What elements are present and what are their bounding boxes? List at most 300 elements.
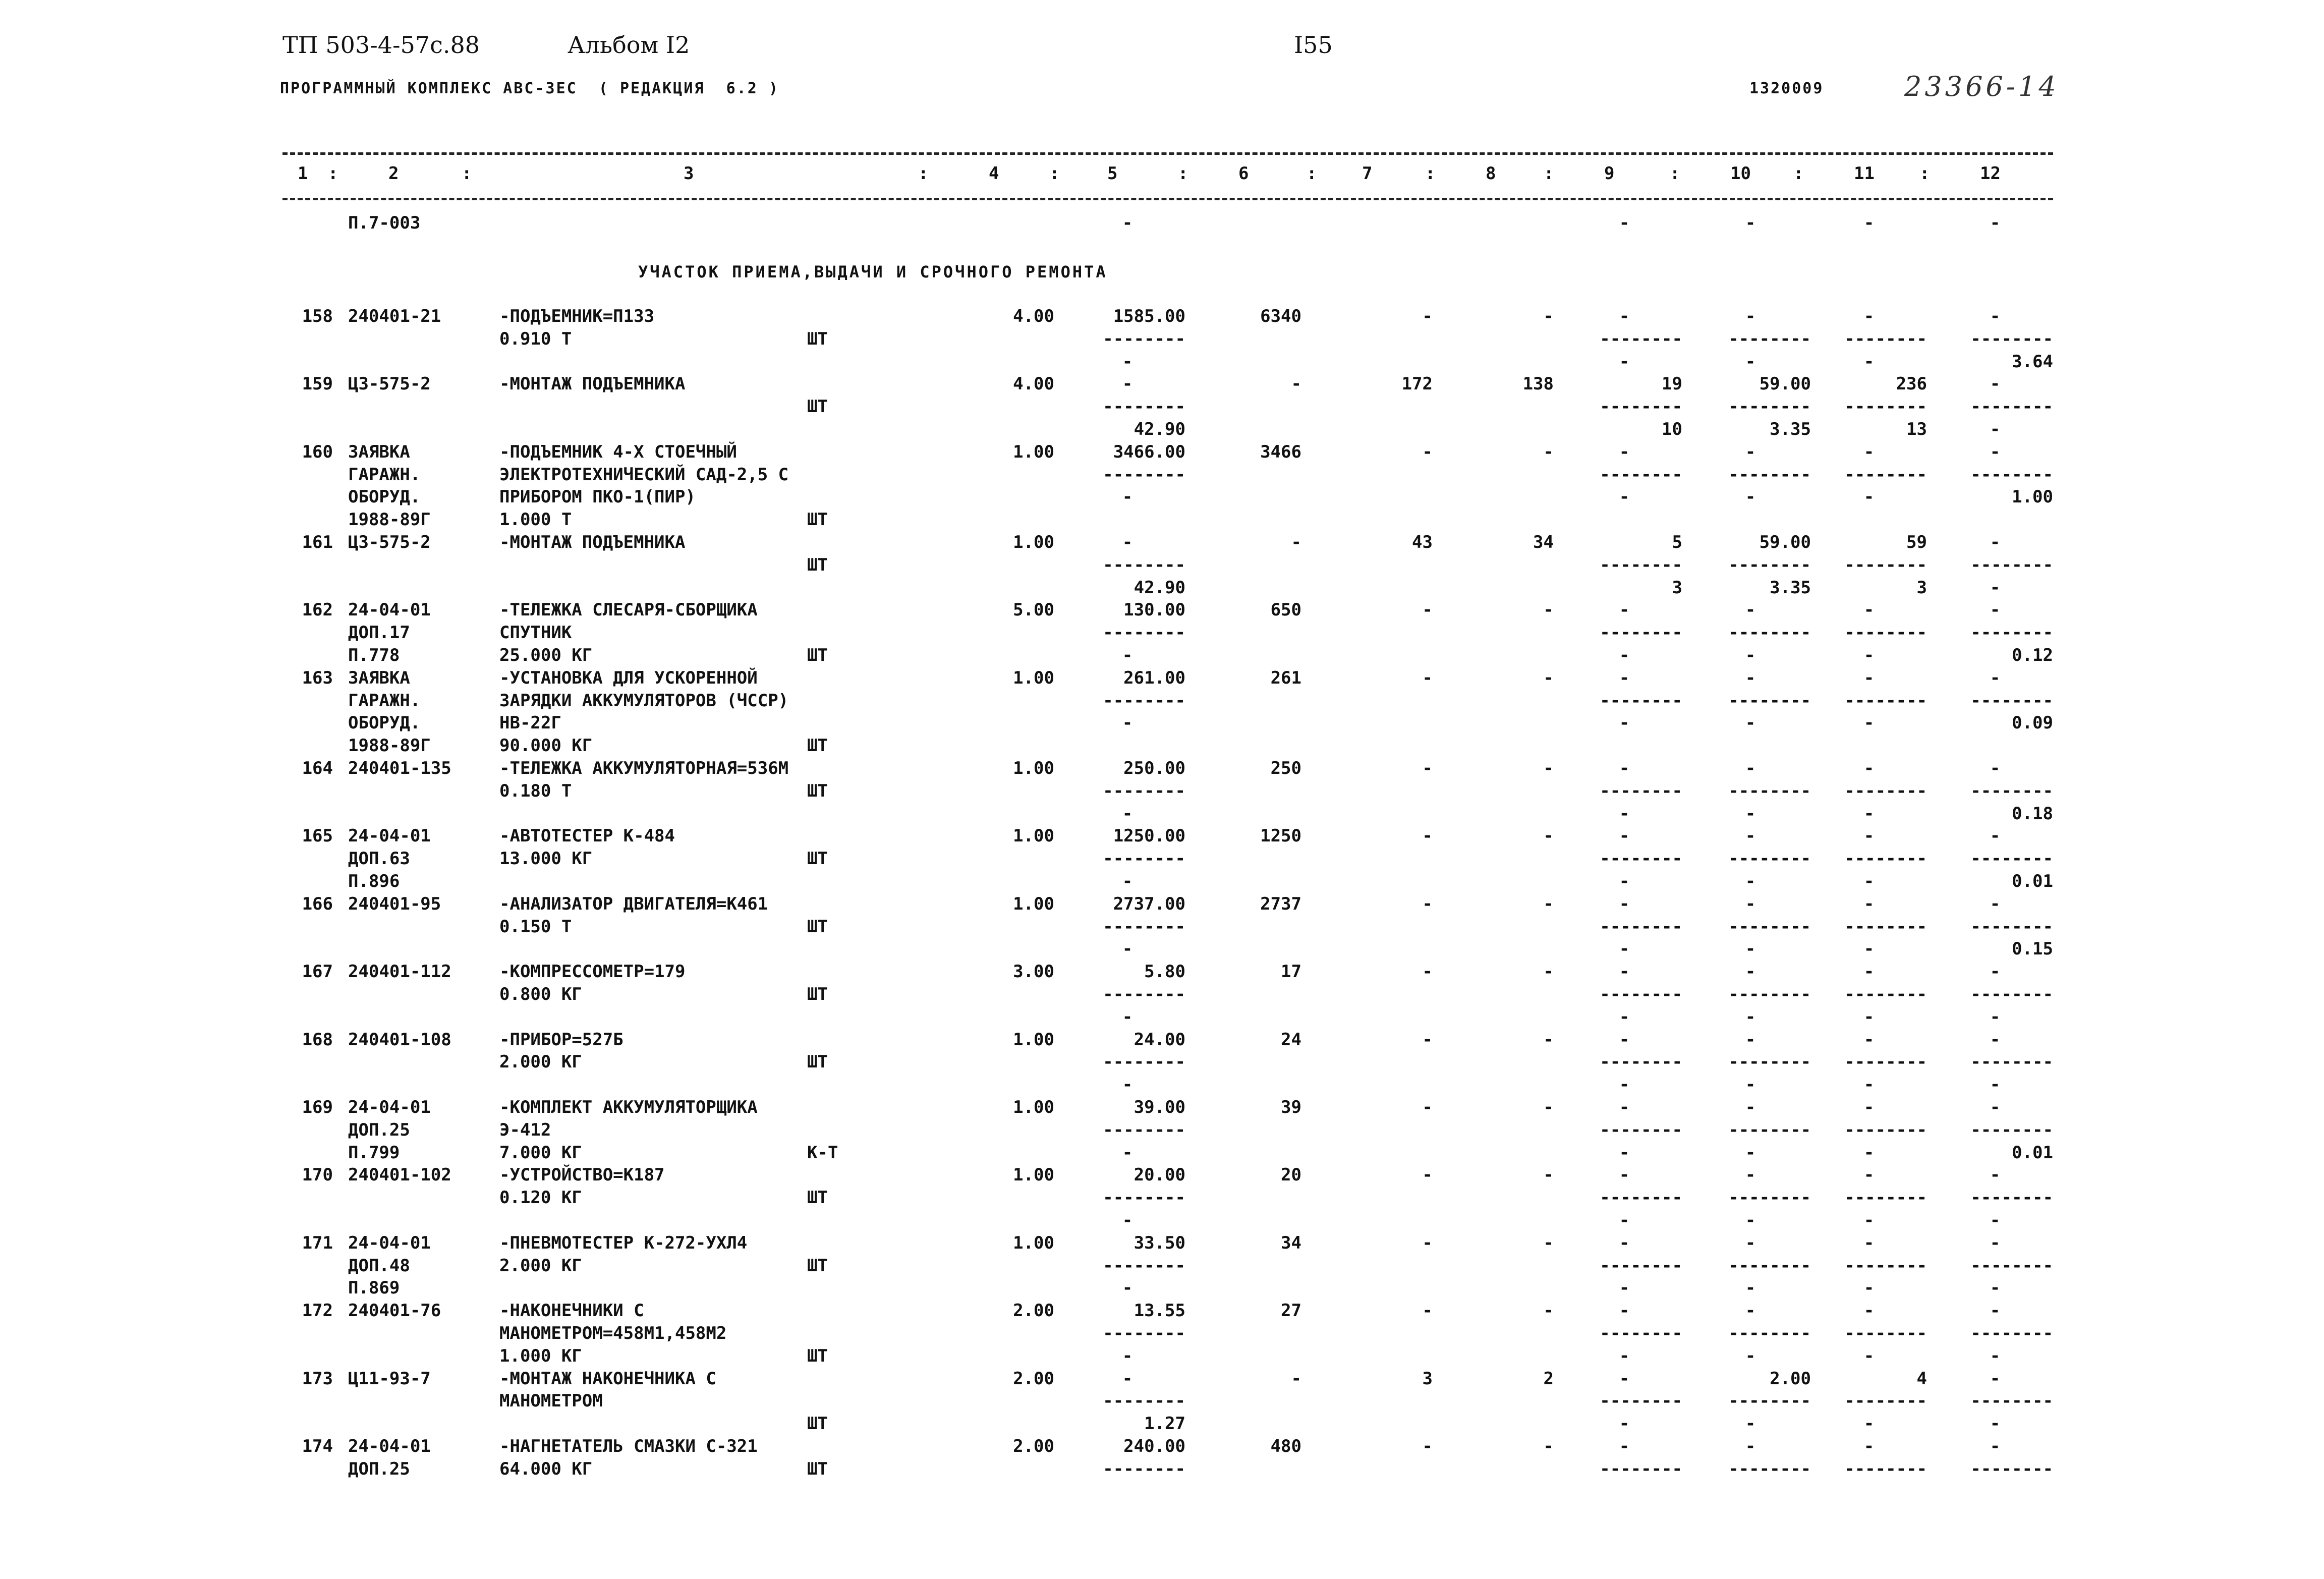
item-173-c11: 4 xyxy=(1916,1369,1927,1389)
table-row-u: ШТ xyxy=(807,1346,828,1366)
item-173-c5: - xyxy=(1122,1369,1133,1389)
item-168-c12: - xyxy=(1990,1030,2001,1050)
item-170-c3: -УСТРОЙСТВО=К187 xyxy=(499,1165,665,1185)
table-row-c3: 7.000 КГ xyxy=(499,1143,582,1163)
item-169-c12: - xyxy=(1990,1097,2001,1117)
table-row-c3: 2.000 КГ xyxy=(499,1256,582,1276)
table-row-c5: -------- xyxy=(1103,555,1185,575)
item-163-c8: - xyxy=(1543,668,1554,688)
table-row-c9: -------- xyxy=(1600,329,1682,349)
item-171-c7: - xyxy=(1422,1233,1433,1253)
table-row-c5: -------- xyxy=(1103,917,1185,937)
table-row-c5: -------- xyxy=(1103,623,1185,643)
doc-code: ТП 503-4-57с.88 xyxy=(282,31,480,59)
item-171-c8: - xyxy=(1543,1233,1554,1253)
table-row-c11: - xyxy=(1863,1143,1875,1163)
table-row-c10: -------- xyxy=(1728,781,1811,801)
item-168-c11: - xyxy=(1863,1030,1875,1050)
table-row-c11: - xyxy=(1863,871,1875,891)
item-170-c5: 20.00 xyxy=(1133,1165,1185,1185)
item-161-c11: 59 xyxy=(1906,532,1927,552)
column-separator: : xyxy=(1544,163,1554,184)
item-163-c7: - xyxy=(1422,668,1433,688)
item-171-c11: - xyxy=(1863,1233,1875,1253)
table-row-u: ШТ xyxy=(807,510,828,530)
table-row-c10: - xyxy=(1745,645,1756,665)
table-row-c9: -------- xyxy=(1600,984,1682,1004)
item-159-c10: 59.00 xyxy=(1759,374,1811,394)
table-row-c11: - xyxy=(1863,1075,1875,1095)
item-170-c2: 240401-102 xyxy=(348,1165,451,1185)
item-174-c12: - xyxy=(1990,1436,2001,1456)
table-row-c9: - xyxy=(1619,713,1630,733)
item-168-c4: 1.00 xyxy=(1013,1030,1054,1050)
table-row-u: ШТ xyxy=(807,1188,828,1208)
table-row-c9: - xyxy=(1619,1210,1630,1230)
handwritten-number: 23366-14 xyxy=(1904,71,2059,102)
item-174-n: 174 xyxy=(302,1436,333,1456)
table-row-c5: -------- xyxy=(1103,397,1185,417)
table-row-c2: П.799 xyxy=(348,1143,400,1163)
table-row-c3: 2.000 КГ xyxy=(499,1052,582,1072)
table-row-u: ШТ xyxy=(807,736,828,756)
item-158-c2: 240401-21 xyxy=(348,306,441,326)
table-row-c10: -------- xyxy=(1728,329,1811,349)
table-row-c9: - xyxy=(1619,1143,1630,1163)
item-167-c6: 17 xyxy=(1281,962,1301,982)
item-163-c10: - xyxy=(1745,668,1756,688)
table-row-c12: 0.09 xyxy=(2012,713,2053,733)
item-174-c5: 240.00 xyxy=(1123,1436,1185,1456)
table-row-c5: - xyxy=(1122,645,1133,665)
table-row-c11: -------- xyxy=(1844,1120,1927,1140)
table-row-c5: -------- xyxy=(1103,691,1185,711)
item-161-n: 161 xyxy=(302,532,333,552)
table-row-c12: - xyxy=(1990,578,2001,598)
item-164-c3: -ТЕЛЕЖКА АККУМУЛЯТОРНАЯ=536М xyxy=(499,758,789,778)
table-row-c9: - xyxy=(1619,1278,1630,1298)
table-row-c5: -------- xyxy=(1103,1391,1185,1411)
item-162-c12: - xyxy=(1990,600,2001,620)
table-row-c11: -------- xyxy=(1844,691,1927,711)
first-line-c5: - xyxy=(1122,213,1133,233)
table-row-u: ШТ xyxy=(807,917,828,937)
table-row-c3: НВ-22Г xyxy=(499,713,561,733)
item-161-c8: 34 xyxy=(1533,532,1554,552)
table-row-c12: -------- xyxy=(1970,1256,2053,1276)
table-row-c10: -------- xyxy=(1728,1052,1811,1072)
table-row-c9: -------- xyxy=(1600,1120,1682,1140)
item-172-c10: - xyxy=(1745,1301,1756,1321)
table-row-c10: -------- xyxy=(1728,1459,1811,1479)
item-172-c8: - xyxy=(1543,1301,1554,1321)
table-row-c9: -------- xyxy=(1600,781,1682,801)
table-row-c10: -------- xyxy=(1728,623,1811,643)
item-173-c4: 2.00 xyxy=(1013,1369,1054,1389)
item-158-n: 158 xyxy=(302,306,333,326)
table-row-c9: -------- xyxy=(1600,849,1682,869)
item-159-c12: - xyxy=(1990,374,2001,394)
item-173-c2: Ц11-93-7 xyxy=(348,1369,431,1389)
table-row-c11: -------- xyxy=(1844,1459,1927,1479)
table-row-c3: 25.000 КГ xyxy=(499,645,593,665)
table-row-c11: -------- xyxy=(1844,1323,1927,1343)
item-170-c10: - xyxy=(1745,1165,1756,1185)
item-159-n: 159 xyxy=(302,374,333,394)
table-row-c11: -------- xyxy=(1844,849,1927,869)
table-row-c11: - xyxy=(1863,352,1875,372)
table-row-c9: -------- xyxy=(1600,465,1682,485)
item-166-c7: - xyxy=(1422,894,1433,914)
item-174-c11: - xyxy=(1863,1436,1875,1456)
item-161-c7: 43 xyxy=(1412,532,1433,552)
table-row-c3: 0.150 Т xyxy=(499,917,572,937)
table-row-c10: - xyxy=(1745,1143,1756,1163)
table-row-c5: -------- xyxy=(1103,984,1185,1004)
column-header-4: 4 xyxy=(989,163,999,184)
table-row-c10: -------- xyxy=(1728,397,1811,417)
item-167-c11: - xyxy=(1863,962,1875,982)
item-170-c7: - xyxy=(1422,1165,1433,1185)
column-separator: : xyxy=(1919,163,1930,184)
program-title: ПРОГРАММНЫЙ КОМПЛЕКС АВС-ЗЕС ( РЕДАКЦИЯ 6.2 ) xyxy=(280,80,779,97)
table-row-c12: -------- xyxy=(1970,1188,2053,1208)
table-row-c2: ДОП.63 xyxy=(348,849,410,869)
item-161-c5: - xyxy=(1122,532,1133,552)
table-row-c2: ДОП.48 xyxy=(348,1256,410,1276)
header-top-rule xyxy=(282,152,2053,155)
item-168-c6: 24 xyxy=(1281,1030,1301,1050)
item-170-c8: - xyxy=(1543,1165,1554,1185)
item-167-c5: 5.80 xyxy=(1144,962,1185,982)
table-row-c5: -------- xyxy=(1103,1052,1185,1072)
table-row-c9: -------- xyxy=(1600,1256,1682,1276)
item-166-c2: 240401-95 xyxy=(348,894,441,914)
column-separator: : xyxy=(1670,163,1680,184)
item-164-c11: - xyxy=(1863,758,1875,778)
table-row-c3: 1.000 КГ xyxy=(499,1346,582,1366)
item-171-c5: 33.50 xyxy=(1133,1233,1185,1253)
item-160-c5: 3466.00 xyxy=(1113,442,1185,462)
item-171-n: 171 xyxy=(302,1233,333,1253)
table-row-c12: 3.64 xyxy=(2012,352,2053,372)
table-row-c10: -------- xyxy=(1728,1188,1811,1208)
item-171-c10: - xyxy=(1745,1233,1756,1253)
table-row-c10: -------- xyxy=(1728,555,1811,575)
table-row-c5: -------- xyxy=(1103,1323,1185,1343)
table-row-u: ШТ xyxy=(807,329,828,349)
item-166-c3: -АНАЛИЗАТОР ДВИГАТЕЛЯ=К461 xyxy=(499,894,768,914)
item-174-c9: - xyxy=(1619,1436,1630,1456)
table-row-c5: -------- xyxy=(1103,329,1185,349)
item-165-c2: 24-04-01 xyxy=(348,826,431,846)
first-line-c2: П.7-003 xyxy=(348,213,421,233)
item-174-c3: -НАГНЕТАТЕЛЬ СМАЗКИ С-321 xyxy=(499,1436,758,1456)
table-row-c5: 42.90 xyxy=(1133,419,1185,439)
table-row-c2: П.896 xyxy=(348,871,400,891)
item-165-n: 165 xyxy=(302,826,333,846)
table-row-c10: -------- xyxy=(1728,1120,1811,1140)
item-161-c2: ЦЗ-575-2 xyxy=(348,532,431,552)
item-159-c8: 138 xyxy=(1522,374,1554,394)
item-170-c12: - xyxy=(1990,1165,2001,1185)
item-168-n: 168 xyxy=(302,1030,333,1050)
item-163-c2: ЗАЯВКА xyxy=(348,668,410,688)
item-162-c2: 24-04-01 xyxy=(348,600,431,620)
item-162-n: 162 xyxy=(302,600,333,620)
item-160-c6: 3466 xyxy=(1260,442,1301,462)
item-170-c9: - xyxy=(1619,1165,1630,1185)
column-separator: : xyxy=(1793,163,1804,184)
table-row-c3: МАНОМЕТРОМ xyxy=(499,1391,603,1411)
item-161-c10: 59.00 xyxy=(1759,532,1811,552)
table-row-c9: - xyxy=(1619,1007,1630,1027)
code-number: 1320009 xyxy=(1749,80,1824,97)
table-row-c12: - xyxy=(1990,1075,2001,1095)
item-160-n: 160 xyxy=(302,442,333,462)
table-row-u: ШТ xyxy=(807,1459,828,1479)
table-row-c12: 0.01 xyxy=(2012,871,2053,891)
item-173-c3: -МОНТАЖ НАКОНЕЧНИКА С xyxy=(499,1369,716,1389)
item-169-c3: -КОМПЛЕКТ АККУМУЛЯТОРЩИКА xyxy=(499,1097,758,1117)
table-row-c10: - xyxy=(1745,1210,1756,1230)
item-160-c10: - xyxy=(1745,442,1756,462)
section-title: УЧАСТОК ПРИЕМА,ВЫДАЧИ И СРОЧНОГО РЕМОНТА xyxy=(638,262,1108,281)
table-row-u: ШТ xyxy=(807,849,828,869)
table-row-c2: 1988-89Г xyxy=(348,510,431,530)
table-row-c5: -------- xyxy=(1103,1459,1185,1479)
item-167-c2: 240401-112 xyxy=(348,962,451,982)
item-166-c12: - xyxy=(1990,894,2001,914)
table-row-c12: -------- xyxy=(1970,555,2053,575)
table-row-c9: - xyxy=(1619,939,1630,959)
item-172-c6: 27 xyxy=(1281,1301,1301,1321)
table-row-c5: -------- xyxy=(1103,465,1185,485)
table-row-c3: 0.910 Т xyxy=(499,329,572,349)
table-row-c11: 13 xyxy=(1906,419,1927,439)
item-164-c8: - xyxy=(1543,758,1554,778)
item-161-c4: 1.00 xyxy=(1013,532,1054,552)
table-row-c10: -------- xyxy=(1728,1391,1811,1411)
table-row-u: ШТ xyxy=(807,1414,828,1434)
table-row-c9: -------- xyxy=(1600,555,1682,575)
item-168-c8: - xyxy=(1543,1030,1554,1050)
table-row-c12: -------- xyxy=(1970,465,2053,485)
item-167-c8: - xyxy=(1543,962,1554,982)
table-row-c12: 1.00 xyxy=(2012,487,2053,507)
item-173-c10: 2.00 xyxy=(1770,1369,1811,1389)
column-header-3: 3 xyxy=(684,163,694,184)
item-163-c3: -УСТАНОВКА ДЛЯ УСКОРЕННОЙ xyxy=(499,668,758,688)
item-164-c6: 250 xyxy=(1270,758,1301,778)
item-162-c5: 130.00 xyxy=(1123,600,1185,620)
item-174-c2: 24-04-01 xyxy=(348,1436,431,1456)
table-row-c12: -------- xyxy=(1970,849,2053,869)
item-162-c11: - xyxy=(1863,600,1875,620)
first-line-c10: - xyxy=(1745,213,1756,233)
table-row-c5: - xyxy=(1122,1007,1133,1027)
item-158-c10: - xyxy=(1745,306,1756,326)
table-row-c9: -------- xyxy=(1600,1052,1682,1072)
item-164-c12: - xyxy=(1990,758,2001,778)
table-row-c12: -------- xyxy=(1970,984,2053,1004)
table-row-c3: 0.120 КГ xyxy=(499,1188,582,1208)
item-174-c7: - xyxy=(1422,1436,1433,1456)
column-header-10: 10 xyxy=(1730,163,1751,184)
column-separator: : xyxy=(1307,163,1317,184)
column-separator: : xyxy=(918,163,929,184)
column-separator: : xyxy=(462,163,472,184)
item-166-c8: - xyxy=(1543,894,1554,914)
table-row-c3: ПРИБОРОМ ПКО-1(ПИР) xyxy=(499,487,696,507)
column-separator: : xyxy=(1049,163,1060,184)
table-row-c3: Э-412 xyxy=(499,1120,551,1140)
table-row-c11: -------- xyxy=(1844,329,1927,349)
table-row-u: ШТ xyxy=(807,781,828,801)
table-row-c12: - xyxy=(1990,419,2001,439)
item-160-c3: -ПОДЪЕМНИК 4-Х СТОЕЧНЫЙ xyxy=(499,442,737,462)
table-row-c5: - xyxy=(1122,804,1133,824)
item-166-c4: 1.00 xyxy=(1013,894,1054,914)
table-row-c5: - xyxy=(1122,487,1133,507)
item-169-c8: - xyxy=(1543,1097,1554,1117)
table-row-u: ШТ xyxy=(807,645,828,665)
table-row-c12: 0.15 xyxy=(2012,939,2053,959)
table-row-c12: -------- xyxy=(1970,1391,2053,1411)
column-header-1: 1 xyxy=(298,163,308,184)
table-row-c5: -------- xyxy=(1103,781,1185,801)
table-row-c5: - xyxy=(1122,1143,1133,1163)
item-171-c4: 1.00 xyxy=(1013,1233,1054,1253)
table-row-c3: МАНОМЕТРОМ=458М1,458М2 xyxy=(499,1323,727,1343)
table-row-c5: - xyxy=(1122,1075,1133,1095)
table-row-c12: -------- xyxy=(1970,781,2053,801)
column-header-8: 8 xyxy=(1486,163,1496,184)
item-164-c9: - xyxy=(1619,758,1630,778)
table-row-c11: 3 xyxy=(1916,578,1927,598)
item-165-c6: 1250 xyxy=(1260,826,1301,846)
table-row-c2: 1988-89Г xyxy=(348,736,431,756)
table-row-u: ШТ xyxy=(807,555,828,575)
table-row-c5: - xyxy=(1122,1210,1133,1230)
item-160-c4: 1.00 xyxy=(1013,442,1054,462)
item-159-c6: - xyxy=(1291,374,1301,394)
item-166-c5: 2737.00 xyxy=(1113,894,1185,914)
table-row-c11: -------- xyxy=(1844,555,1927,575)
item-169-c7: - xyxy=(1422,1097,1433,1117)
item-167-c4: 3.00 xyxy=(1013,962,1054,982)
table-row-c10: -------- xyxy=(1728,1323,1811,1343)
column-header-2: 2 xyxy=(388,163,399,184)
table-row-c3: СПУТНИК xyxy=(499,623,572,643)
item-160-c7: - xyxy=(1422,442,1433,462)
table-row-c9: - xyxy=(1619,804,1630,824)
table-row-c12: - xyxy=(1990,1346,2001,1366)
item-158-c11: - xyxy=(1863,306,1875,326)
table-row-c2: П.778 xyxy=(348,645,400,665)
table-row-c11: -------- xyxy=(1844,1052,1927,1072)
item-167-c9: - xyxy=(1619,962,1630,982)
item-165-c9: - xyxy=(1619,826,1630,846)
item-162-c7: - xyxy=(1422,600,1433,620)
item-169-c11: - xyxy=(1863,1097,1875,1117)
table-row-c12: 0.01 xyxy=(2012,1143,2053,1163)
item-164-c7: - xyxy=(1422,758,1433,778)
table-row-c9: - xyxy=(1619,871,1630,891)
item-169-c4: 1.00 xyxy=(1013,1097,1054,1117)
table-row-c11: - xyxy=(1863,939,1875,959)
item-159-c9: 19 xyxy=(1662,374,1682,394)
table-row-c10: - xyxy=(1745,713,1756,733)
item-159-c7: 172 xyxy=(1401,374,1433,394)
table-row-c12: -------- xyxy=(1970,1323,2053,1343)
item-161-c6: - xyxy=(1291,532,1301,552)
header-bottom-rule xyxy=(282,198,2053,200)
table-row-c11: - xyxy=(1863,1414,1875,1434)
table-row-c10: -------- xyxy=(1728,1256,1811,1276)
column-header-9: 9 xyxy=(1604,163,1615,184)
column-separator: : xyxy=(1178,163,1188,184)
table-row-c11: - xyxy=(1863,487,1875,507)
item-169-c2: 24-04-01 xyxy=(348,1097,431,1117)
table-row-u: ШТ xyxy=(807,1256,828,1276)
table-row-c3: ЭЛЕКТРОТЕХНИЧЕСКИЙ САД-2,5 С xyxy=(499,465,789,485)
item-158-c8: - xyxy=(1543,306,1554,326)
item-163-n: 163 xyxy=(302,668,333,688)
table-row-c9: - xyxy=(1619,352,1630,372)
item-174-c6: 480 xyxy=(1270,1436,1301,1456)
column-header-7: 7 xyxy=(1362,163,1373,184)
column-header-6: 6 xyxy=(1238,163,1249,184)
item-168-c9: - xyxy=(1619,1030,1630,1050)
item-159-c5: - xyxy=(1122,374,1133,394)
item-172-n: 172 xyxy=(302,1301,333,1321)
item-168-c2: 240401-108 xyxy=(348,1030,451,1050)
item-164-c4: 1.00 xyxy=(1013,758,1054,778)
table-row-c12: -------- xyxy=(1970,1052,2053,1072)
item-170-c4: 1.00 xyxy=(1013,1165,1054,1185)
table-row-c12: -------- xyxy=(1970,1459,2053,1479)
table-row-c9: -------- xyxy=(1600,917,1682,937)
item-171-c3: -ПНЕВМОТЕСТЕР К-272-УХЛ4 xyxy=(499,1233,748,1253)
table-row-c9: -------- xyxy=(1600,623,1682,643)
table-row-c11: -------- xyxy=(1844,397,1927,417)
table-row-c12: - xyxy=(1990,1007,2001,1027)
item-161-c12: - xyxy=(1990,532,2001,552)
first-line-c9: - xyxy=(1619,213,1630,233)
table-row-c11: - xyxy=(1863,713,1875,733)
first-line-c12: - xyxy=(1990,213,2001,233)
page-number: I55 xyxy=(1294,31,1333,59)
table-row-c5: -------- xyxy=(1103,1188,1185,1208)
table-row-c5: - xyxy=(1122,871,1133,891)
item-173-c12: - xyxy=(1990,1369,2001,1389)
item-165-c11: - xyxy=(1863,826,1875,846)
item-167-c12: - xyxy=(1990,962,2001,982)
table-row-c10: -------- xyxy=(1728,849,1811,869)
table-row-u: ШТ xyxy=(807,984,828,1004)
table-row-c11: - xyxy=(1863,1007,1875,1027)
table-row-c12: -------- xyxy=(1970,397,2053,417)
item-164-c2: 240401-135 xyxy=(348,758,451,778)
item-165-c10: - xyxy=(1745,826,1756,846)
item-168-c10: - xyxy=(1745,1030,1756,1050)
table-row-c5: -------- xyxy=(1103,849,1185,869)
table-row-c2: П.869 xyxy=(348,1278,400,1298)
item-162-c9: - xyxy=(1619,600,1630,620)
item-158-c12: - xyxy=(1990,306,2001,326)
item-160-c11: - xyxy=(1863,442,1875,462)
